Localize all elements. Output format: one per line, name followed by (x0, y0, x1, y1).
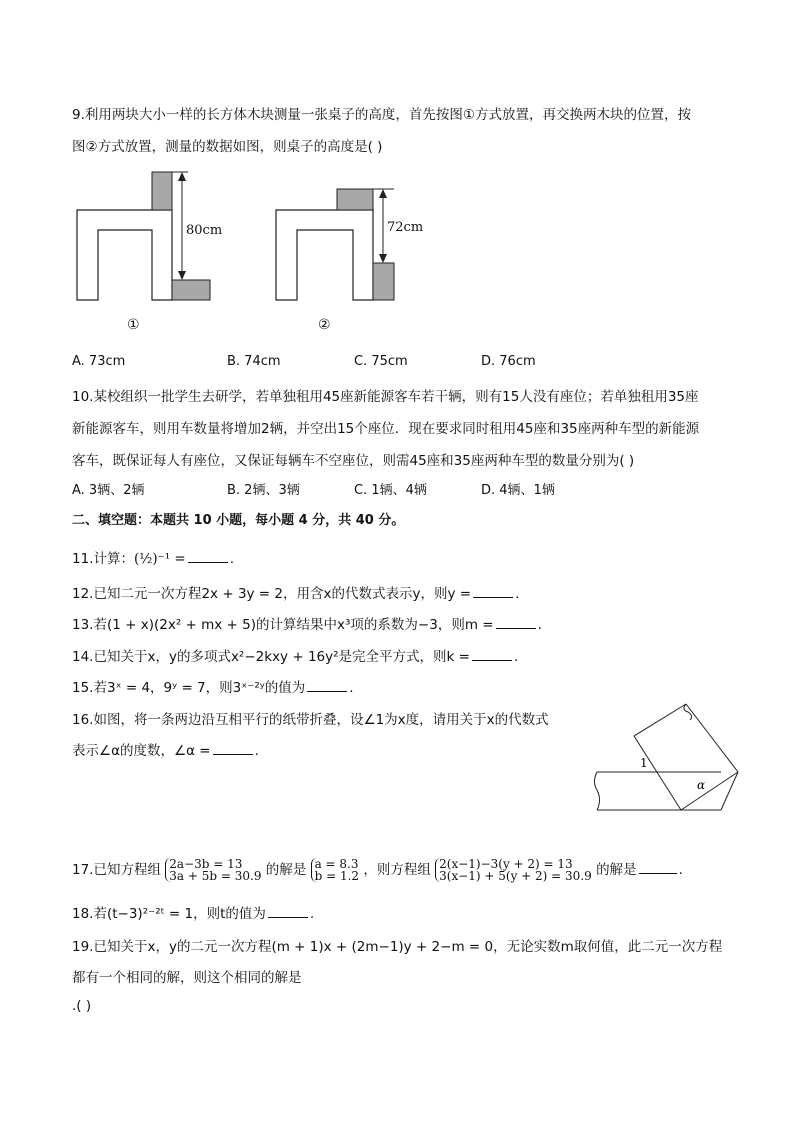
q15: 15.若3ˣ = 4，9ʸ = 7，则3ˣ⁻²ʸ的值为 . (72, 680, 354, 696)
q17-solution: a = 8.3 b = 1.2 (311, 858, 359, 882)
q17: 17.已知方程组 2a−3b = 13 3a + 5b = 30.9 的解是 a = 8.3 b = 1.2 ，则方程组 2(x−1)−3(y + 2) = 13 3(x−1) + 5(y + 2) = 30.9 的解是 . (72, 857, 683, 883)
q10-line1: 10.某校组织一批学生去研学，若单独租用45座新能源客车若干辆，则有15人没有座位；若单独租用35座 (72, 389, 699, 405)
fig2-measure-label: 72cm (387, 220, 424, 235)
q18-text: 18.若(t−3)²⁻²ᵗ = 1，则t的值为 (72, 906, 266, 922)
q13-blank[interactable] (496, 627, 536, 629)
q12: 12.已知二元一次方程2x + 3y = 2，用含x的代数式表示y，则y = . (72, 586, 520, 602)
q16-line2: 表示∠α的度数，∠α = . (72, 743, 259, 759)
q16-figure (595, 704, 739, 810)
q17-blank[interactable] (639, 872, 677, 874)
fig2-block-floor (373, 263, 394, 300)
q13-text: 13.若(1 + x)(2x² + mx + 5)的计算结果中x³项的系数为−3，则m = (72, 617, 494, 633)
q16-line1: 16.如图，将一条两边沿互相平行的纸带折叠，设∠1为x度，请用关于x的代数式 (72, 712, 549, 728)
q9-line2: 图②方式放置，测量的数据如图，则桌子的高度是( ) (72, 139, 383, 155)
q9-option-b: B. 74cm (227, 354, 281, 369)
q12-text: 12.已知二元一次方程2x + 3y = 2，用含x的代数式表示y，则y = (72, 586, 472, 602)
q11-expr: (½)⁻¹ = (133, 551, 186, 567)
q16-blank[interactable] (213, 753, 253, 755)
q19-line2: 都有一个相同的解，则这个相同的解是 (72, 970, 302, 986)
fig1-block-top (152, 172, 172, 210)
q12-blank[interactable] (473, 596, 513, 598)
q13: 13.若(1 + x)(2x² + mx + 5)的计算结果中x³项的系数为−3，则m = . (72, 617, 542, 633)
fig1-measure-label: 80cm (186, 223, 223, 238)
q11-blank[interactable] (188, 561, 228, 563)
q17-system1: 2a−3b = 13 3a + 5b = 30.9 (165, 858, 261, 882)
q9-option-a: A. 73cm (72, 354, 126, 369)
q16-angle-alpha: α (697, 778, 706, 792)
q19-line1: 19.已知关于x，y的二元一次方程(m + 1)x + (2m−1)y + 2−m = 0，无论实数m取何值，此二元一次方程 (72, 939, 723, 955)
section-title: 二、填空题：本题共 10 小题，每小题 4 分，共 40 分。 (72, 513, 405, 528)
q17-prefix: 17.已知方程组 (72, 862, 161, 878)
q16-angle-1: 1 (640, 756, 648, 770)
q10-option-d: D. 4辆、1辆 (481, 483, 555, 498)
q10-line3: 客车，既保证每人有座位，又保证每辆车不空座位，则需45座和35座两种车型的数量分别为( ) (72, 453, 635, 469)
q9-line1: 9.利用两块大小一样的长方体木块测量一张桌子的高度，首先按图①方式放置，再交换两木块的位置，按 (72, 107, 691, 123)
q11: 11.计算：(½)⁻¹ = . (72, 551, 235, 567)
fig2-block-top (337, 189, 373, 210)
fig1-table (77, 210, 172, 300)
q17-system2: 2(x−1)−3(y + 2) = 13 3(x−1) + 5(y + 2) = 30.9 (435, 858, 592, 882)
fig2-caption: ② (318, 317, 331, 333)
q11-prefix: 11.计算： (72, 551, 134, 567)
q16-text: 表示∠α的度数，∠α = (72, 743, 211, 759)
q15-blank[interactable] (307, 690, 347, 692)
q19-line3: .( ) (72, 998, 92, 1014)
q10-option-c: C. 1辆、4辆 (354, 483, 427, 498)
q14-text: 14.已知关于x，y的多项式x²−2kxy + 16y²是完全平方式，则k = (72, 649, 470, 665)
fig1-block-floor (172, 280, 210, 300)
fig2-table (276, 210, 373, 300)
q14-blank[interactable] (472, 659, 512, 661)
fig1-caption: ① (127, 317, 140, 333)
q9-option-c: C. 75cm (354, 354, 408, 369)
q18-blank[interactable] (268, 916, 308, 918)
q9-option-d: D. 76cm (481, 354, 536, 369)
q14: 14.已知关于x，y的多项式x²−2kxy + 16y²是完全平方式，则k = . (72, 649, 519, 665)
q10-option-a: A. 3辆、2辆 (72, 483, 145, 498)
q10-line2: 新能源客车，则用车数量将增加2辆，并空出15个座位．现在要求同时租用45座和35座两种车型的新能源 (72, 421, 700, 437)
q18: 18.若(t−3)²⁻²ᵗ = 1，则t的值为 . (72, 906, 315, 922)
q15-text: 15.若3ˣ = 4，9ʸ = 7，则3ˣ⁻²ʸ的值为 (72, 680, 306, 696)
q10-option-b: B. 2辆、3辆 (227, 483, 300, 498)
